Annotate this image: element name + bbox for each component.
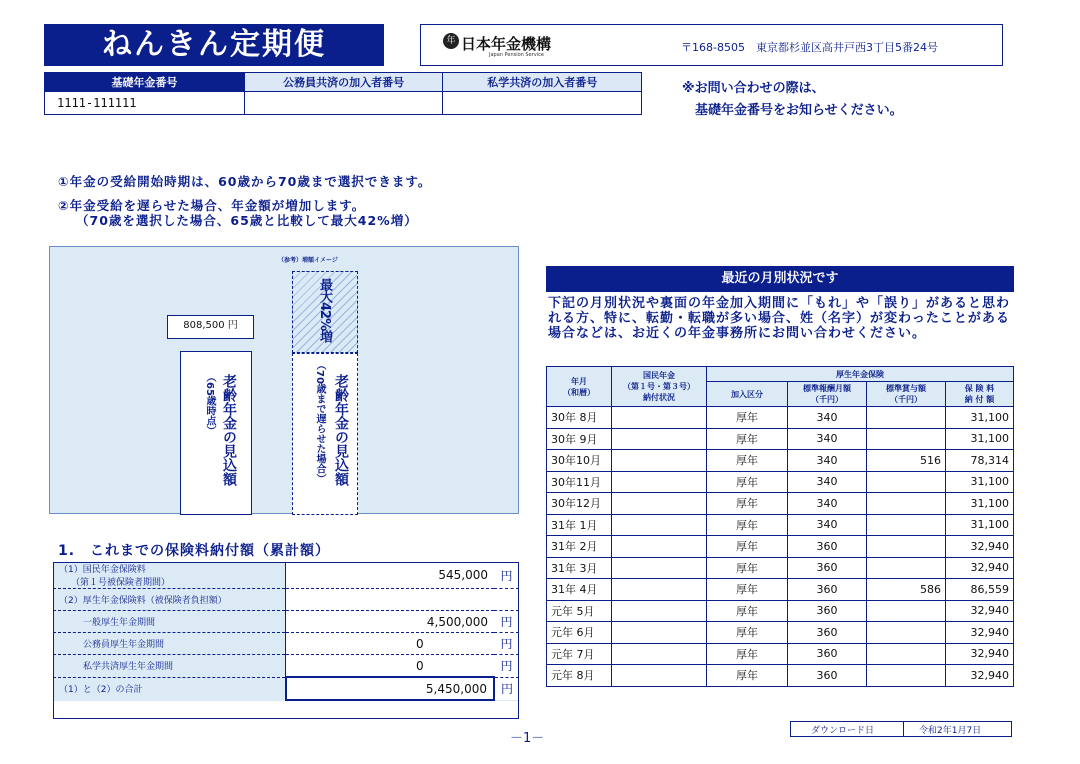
cell-shoyo	[867, 407, 946, 429]
cell-kokumin	[612, 450, 707, 472]
cell-shoyo	[867, 536, 946, 558]
cell-month: 31年 4月	[547, 579, 612, 601]
table-row	[547, 643, 1014, 665]
table-row	[547, 450, 1014, 472]
cell-shoyo	[867, 428, 946, 450]
org-address: 〒168-8505 東京都杉並区高井戸西3丁目5番24号	[681, 41, 938, 54]
cell-hokenryo: 31,100	[946, 428, 1014, 450]
table-row	[547, 471, 1014, 493]
cell-hoshu: 360	[788, 643, 867, 665]
table-row	[547, 428, 1014, 450]
cell-hoshu: 340	[788, 407, 867, 429]
payment-value: 545,000	[286, 562, 495, 589]
cell-hokenryo: 32,940	[946, 665, 1014, 687]
cell-shoyo	[867, 557, 946, 579]
cell-shoyo: 586	[867, 579, 946, 601]
table-row	[547, 514, 1014, 536]
bar-70	[292, 353, 358, 515]
payment-total: 5,450,000	[286, 677, 495, 700]
cell-hokenryo: 78,314	[946, 450, 1014, 472]
cell-hoshu: 340	[788, 471, 867, 493]
private-school-number	[443, 92, 642, 115]
cell-kokumin	[612, 493, 707, 515]
cell-kokumin	[612, 622, 707, 644]
cell-month: 30年 9月	[547, 428, 612, 450]
cell-shoyo	[867, 665, 946, 687]
org-name: 日本年金機構	[461, 35, 552, 53]
cell-kubun: 厚年	[707, 665, 788, 687]
cell-kokumin	[612, 557, 707, 579]
cell-kubun: 厚年	[707, 407, 788, 429]
org-subtitle: Japan Pension Service	[489, 52, 544, 58]
cell-kokumin	[612, 428, 707, 450]
cell-kokumin	[612, 514, 707, 536]
table-row: 公務員厚生年金期間 0 円	[53, 633, 519, 655]
cell-month: 31年 3月	[547, 557, 612, 579]
point-2: ②年金受給を遅らせた場合、年金額が増加します。	[58, 198, 366, 213]
table-row: （1）国民年金保険料 （第１号被保険者期間） 545,000 円	[53, 562, 519, 589]
cell-kokumin	[612, 407, 707, 429]
cell-kokumin	[612, 579, 707, 601]
table-row: （2）厚生年金保険料（被保険者負担額）	[53, 589, 519, 611]
cell-kubun: 厚年	[707, 450, 788, 472]
cell-hoshu: 340	[788, 493, 867, 515]
point-2-detail: （70歳を選択した場合、65歳と比較して最大42%増）	[76, 213, 418, 228]
cell-kubun: 厚年	[707, 643, 788, 665]
cell-hoshu: 360	[788, 665, 867, 687]
cell-hoshu: 360	[788, 622, 867, 644]
cell-kokumin	[612, 471, 707, 493]
basic-pension-number: 1111-111111	[45, 92, 245, 115]
civil-servant-number	[244, 92, 443, 115]
payment-value: 0	[286, 655, 495, 678]
private-school-number-header: 私学共済の加入者番号	[443, 73, 642, 92]
cell-kubun: 厚年	[707, 600, 788, 622]
cell-shoyo	[867, 600, 946, 622]
table-row	[547, 407, 1014, 429]
section-title-payments: 1. これまでの保険料納付額（累計額）	[58, 543, 331, 559]
bar-70-sub: （70歳まで遅らせた場合）	[314, 360, 325, 484]
cell-hokenryo: 32,940	[946, 600, 1014, 622]
table-row: 私学共済厚生年金期間 0 円	[53, 655, 519, 678]
cell-hokenryo: 32,940	[946, 622, 1014, 644]
cell-hokenryo: 32,940	[946, 643, 1014, 665]
table-row	[547, 579, 1014, 601]
cell-hokenryo: 32,940	[946, 557, 1014, 579]
cell-kokumin	[612, 643, 707, 665]
cell-month: 元年 6月	[547, 622, 612, 644]
cell-month: 30年12月	[547, 493, 612, 515]
download-date-box	[790, 721, 1012, 737]
cell-kubun: 厚年	[707, 428, 788, 450]
cell-month: 元年 8月	[547, 665, 612, 687]
page-title: ねんきん定期便	[44, 24, 384, 66]
cell-kubun: 厚年	[707, 536, 788, 558]
cell-kubun: 厚年	[707, 493, 788, 515]
cell-shoyo	[867, 514, 946, 536]
chart-caption: （参考）増額イメージ	[278, 257, 338, 264]
download-date: 令和2年1月7日	[919, 726, 982, 736]
cell-kubun: 厚年	[707, 579, 788, 601]
civil-servant-number-header: 公務員共済の加入者番号	[244, 73, 443, 92]
cell-hokenryo: 32,940	[946, 536, 1014, 558]
cell-kubun: 厚年	[707, 471, 788, 493]
bar-65-label: 老齢年金の見込額	[221, 374, 237, 486]
cell-kokumin	[612, 536, 707, 558]
bar-70-label: 老齢年金の見込額	[333, 374, 349, 486]
estimated-amount: 808,500 円	[167, 315, 254, 339]
recent-description: 下記の月別状況や裏面の年金加入期間に「もれ」や「誤り」があると思われる方、特に、転勤・転職が多い場合、姓（名字）が変わったことがある場合などは、お近くの年金事務所にお問い合わせください。	[548, 296, 1011, 341]
cell-month: 元年 5月	[547, 600, 612, 622]
download-label: ダウンロード日	[811, 726, 875, 736]
org-header	[420, 24, 1003, 66]
cell-kubun: 厚年	[707, 557, 788, 579]
bar-increase	[292, 271, 358, 353]
cell-hokenryo: 31,100	[946, 471, 1014, 493]
cell-hokenryo: 86,559	[946, 579, 1014, 601]
cell-month: 31年 2月	[547, 536, 612, 558]
cell-hoshu: 360	[788, 600, 867, 622]
table-row-total: （1）と（2）の合計 5,450,000 円	[53, 677, 519, 700]
cell-hokenryo: 31,100	[946, 407, 1014, 429]
payment-value: 0	[286, 633, 495, 655]
cell-shoyo	[867, 622, 946, 644]
cell-shoyo: 516	[867, 450, 946, 472]
cell-month: 31年 1月	[547, 514, 612, 536]
cell-kubun: 厚年	[707, 514, 788, 536]
inquiry-notice: ※お問い合わせの際は、 基礎年金番号をお知らせください。	[682, 81, 903, 118]
table-row	[547, 622, 1014, 644]
bar-65	[180, 351, 252, 515]
cell-hoshu: 340	[788, 428, 867, 450]
monthly-table: 年月 （和暦） 国民年金 （第１号・第３号） 納付状況 厚生年金保険 加入区分 標準報酬月額 （千円） 標準賞与額 （千円） 保 険 料 納 付 額 30年 8月 厚年 340 31,100 30年 9月 厚年 340 31,100 30年10月 厚年 340 516 78,314 30年11月 厚年 340 31,100 30年12月 厚年 340 31,100 31年 1月 厚年 340 31,100 31年 2月 厚年 360 32,940 31年 3月 厚年 360 32,940 31年 4月 厚年 360 586 86,559 元年 5月 厚年 360 32,940 元年 6月 厚年 360 32,940 元年 7月 厚年 360 32,940 元年 8月 厚年 360 32,940	[546, 366, 1014, 687]
payment-value: 4,500,000	[286, 611, 495, 633]
cell-shoyo	[867, 471, 946, 493]
bar-65-sub: （65歳時点）	[204, 372, 215, 436]
cell-month: 30年10月	[547, 450, 612, 472]
cell-hoshu: 360	[788, 579, 867, 601]
increase-label: 最大42%増	[317, 278, 332, 343]
id-table	[44, 72, 642, 115]
cell-month: 元年 7月	[547, 643, 612, 665]
cell-kokumin	[612, 600, 707, 622]
basic-pension-number-header: 基礎年金番号	[45, 73, 245, 92]
payments-frame	[53, 562, 519, 719]
cell-hoshu: 340	[788, 514, 867, 536]
cell-month: 30年11月	[547, 471, 612, 493]
recent-heading: 最近の月別状況です	[546, 266, 1014, 292]
cell-month: 30年 8月	[547, 407, 612, 429]
cell-shoyo	[867, 493, 946, 515]
table-row	[547, 536, 1014, 558]
table-row	[547, 600, 1014, 622]
cell-hoshu: 360	[788, 536, 867, 558]
table-row	[547, 493, 1014, 515]
cell-hoshu: 360	[788, 557, 867, 579]
cell-hokenryo: 31,100	[946, 514, 1014, 536]
table-row	[547, 557, 1014, 579]
org-logo-icon: 年	[443, 33, 459, 49]
table-row: 一般厚生年金期間 4,500,000 円	[53, 611, 519, 633]
cell-hokenryo: 31,100	[946, 493, 1014, 515]
point-1: ①年金の受給開始時期は、60歳から70歳まで選択できます。	[58, 174, 432, 189]
cell-hoshu: 340	[788, 450, 867, 472]
increase-chart	[49, 246, 519, 514]
cell-kokumin	[612, 665, 707, 687]
table-row	[547, 665, 1014, 687]
cell-kubun: 厚年	[707, 622, 788, 644]
page-number: －1－	[510, 731, 545, 746]
cell-shoyo	[867, 643, 946, 665]
